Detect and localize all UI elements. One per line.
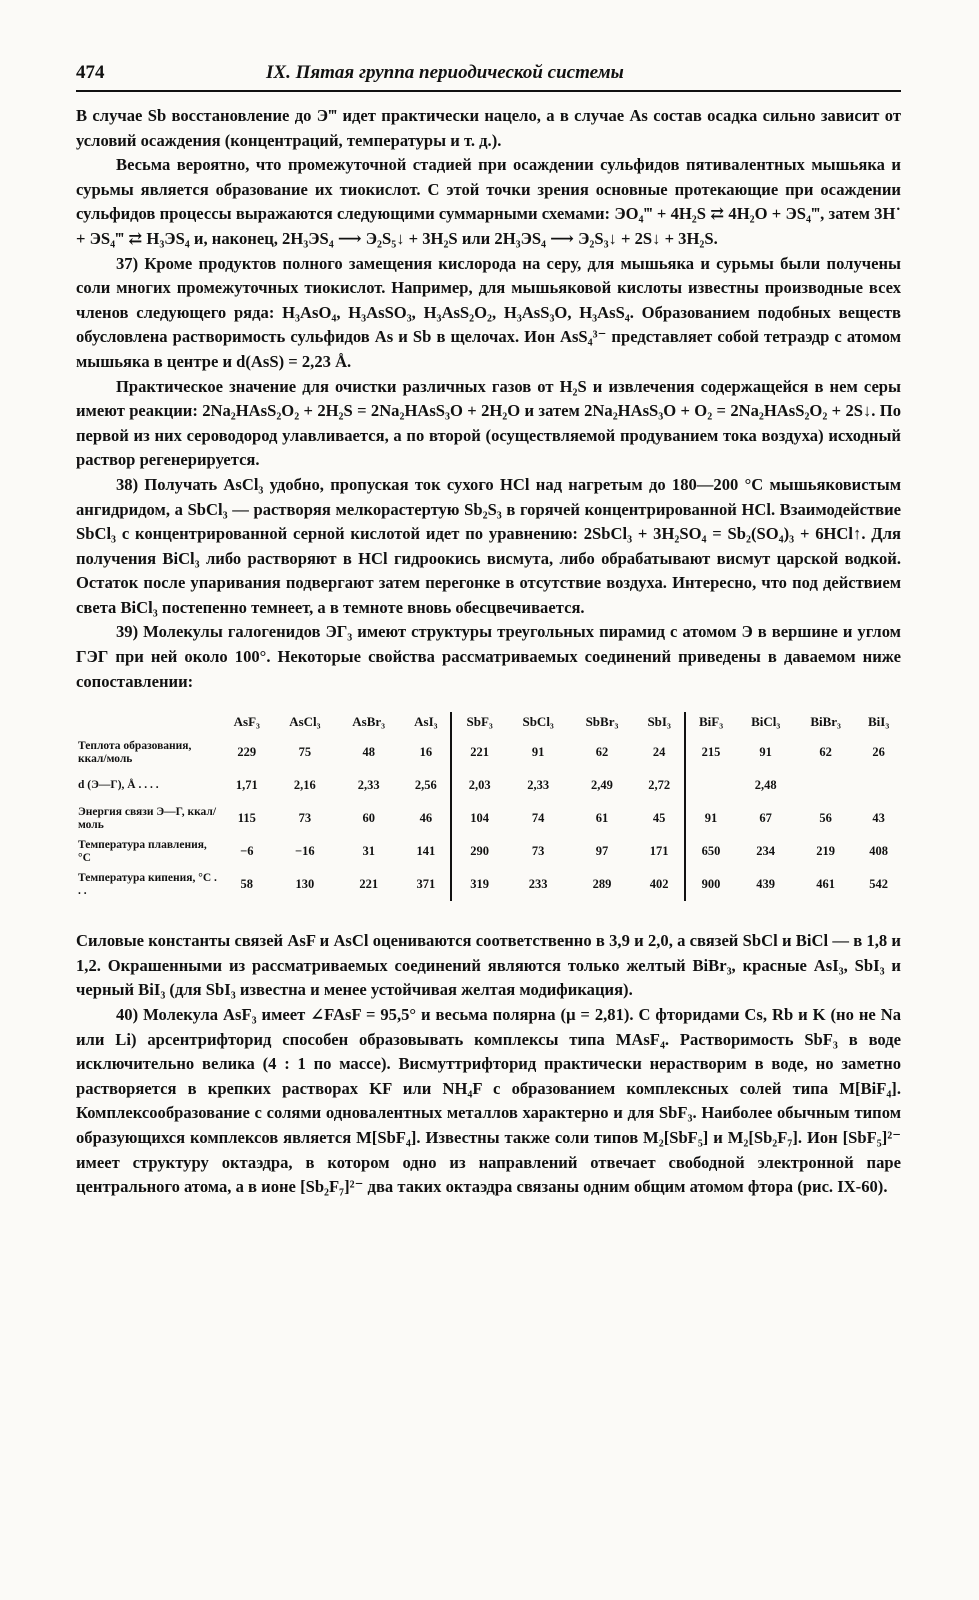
row-label: d (Э—Г), Å . . . . <box>78 779 159 792</box>
table-cell: 234 <box>756 844 776 859</box>
table-cell <box>856 769 901 802</box>
table-cell <box>795 769 856 802</box>
column-header: SbI₃ <box>647 714 671 730</box>
table-cell: −16 <box>295 844 315 859</box>
table-row <box>76 835 901 868</box>
paragraph: Силовые константы связей AsF и AsCl оцениваются соответственно в 3,9 и 2,0, а связей SbCl и BiCl — в 1,8 и 1,2. Окрашенными из рассматриваемых соединений являются только желтый BiBr₃, красные AsI₃, SbI₃ и черный BiI₃ (для SbI₃ известна и менее устойчивая желтая модификация). <box>76 931 901 1000</box>
table-cell: 62 <box>595 745 609 760</box>
table-cell: 221 <box>359 877 379 892</box>
table-cell: 91 <box>759 745 772 760</box>
table-cell: 408 <box>869 844 888 859</box>
row-label: Теплота образования, ккал/моль <box>78 739 192 765</box>
table-cell: 461 <box>816 877 836 892</box>
column-header: AsCl₃ <box>289 714 321 730</box>
table-cell: 650 <box>685 835 737 868</box>
table-header-row <box>76 712 901 736</box>
table-cell: 24 <box>652 745 666 760</box>
table-cell: 45 <box>652 811 666 826</box>
table-cell: 75 <box>298 745 312 760</box>
table-body <box>76 736 901 901</box>
table-cell: 56 <box>819 811 832 826</box>
table-cell: 289 <box>592 877 612 892</box>
table-cell: 61 <box>595 811 609 826</box>
column-header: AsF₃ <box>233 714 260 730</box>
table-cell: 58 <box>240 877 254 892</box>
table-cell: 16 <box>419 745 433 760</box>
table-cell: 48 <box>362 745 375 760</box>
paragraph: 37) Кроме продуктов полного замещения кислорода на серу, для мышьяка и сурьмы были получены соли многих промежуточных тиокислот. Например, для мышьяковой кислоты известны производные всех членов следующего ряда: H₃AsO₄, H₃AsSO₃, H₃AsS₂O₂, H₃AsS₃O, H₃AsS₄. Образованием подобных веществ обусловлена растворимость сульфидов As и Sb в щелочах. Ион AsS₄³⁻ представляет собой тетраэдр с атомом мышьяка в центре и d(AsS) = 2,23 Å. <box>76 253 901 371</box>
table-cell: 1,71 <box>235 778 258 793</box>
table-cell: 104 <box>451 802 506 835</box>
table-cell: 141 <box>416 844 436 859</box>
table-cell: 26 <box>872 745 885 760</box>
text-block-bottom <box>76 929 901 1200</box>
properties-table <box>76 712 901 901</box>
table-cell: 221 <box>451 736 506 769</box>
column-header: SbCl₃ <box>522 714 554 730</box>
paragraph: В случае Sb восстановление до Э‴ идет практически нацело, а в случае As состав осадка сильно зависит от условий осаждения (концентраций, температуры и т. д.). <box>76 106 901 150</box>
column-header: SbF₃ <box>451 712 506 736</box>
column-header: BiCl₃ <box>751 714 781 730</box>
table-cell: 115 <box>237 811 256 826</box>
table-cell: 900 <box>685 868 737 901</box>
row-label: Энергия связи Э—Г, ккал/моль <box>78 805 217 831</box>
table-cell: 439 <box>756 877 776 892</box>
table-cell: −6 <box>240 844 254 859</box>
table-cell: 62 <box>819 745 832 760</box>
paragraph: 40) Молекула AsF₃ имеет ∠FAsF = 95,5° и весьма полярна (μ = 2,81). С фторидами Cs, Rb и K (но не Na или Li) арсентрифторид способен образовывать комплексы типа MAsF₄. Растворимость SbF₃ в воде исключительно велика (4 : 1 по массе). Висмуттрифторид практически нерастворим в воде, но заметно растворяется в крепких растворах KF или NH₄F с образованием комплексных солей типа M[BiF₄]. Комплексообразование с солями одновалентных металлов характерно и для SbF₃. Наиболее обычным типом образующихся комплексов является M[SbF₄]. Известны также соли типов M₂[SbF₅] и M₂[Sb₂F₇]. Ион [SbF₅]²⁻ имеет структуру октаэдра, в котором одно из направлений отвечает свободной электронной паре центрального атома, а в ионе [Sb₂F₇]²⁻ два таких октаэдра связаны одним общим атомом фтора (рис. IX-60). <box>76 1005 901 1197</box>
table-cell: 233 <box>528 877 548 892</box>
column-header: AsBr₃ <box>352 714 386 730</box>
table-corner-cell <box>76 712 220 736</box>
paragraph: Весьма вероятно, что промежуточной стадией при осаждении сульфидов пятивалентных мышьяка и сурьмы является образование их тиокислот. С этой точки зрения основные протекающие при осаждении сульфидов процессы выражаются следующими суммарными схемами: ЭO₄‴ + 4H₂S ⇄ 4H₂O + ЭS₄‴, затем 3H˙ + ЭS₄‴ ⇄ H₃ЭS₄ и, наконец, 2H₃ЭS₄ ⟶ Э₂S₅↓ + 3H₂S или 2H₃ЭS₄ ⟶ Э₂S₃↓ + 2S↓ + 3H₂S. <box>76 155 901 248</box>
table-cell: 91 <box>685 802 737 835</box>
table-cell: 67 <box>759 811 772 826</box>
chapter-title: IX. Пятая группа периодической системы <box>266 62 624 83</box>
table-cell: 31 <box>362 844 375 859</box>
column-header: BiI₃ <box>868 714 890 730</box>
paragraph: Практическое значение для очистки различных газов от H₂S и извлечения содержащейся в нем серы имеют реакции: 2Na₂HAsS₂O₂ + 2H₂S = 2Na₂HAsS₃O + 2H₂O и затем 2Na₂HAsS₃O + O₂ = 2Na₂HAsS₂O₂ + 2S↓. По первой из них сероводород улавливается, а по второй (осуществляемой продуванием тока воздуха) исходный раствор регенерируется. <box>76 376 901 470</box>
table-cell: 97 <box>595 844 609 859</box>
table-row <box>76 736 901 769</box>
paragraph: 38) Получать AsCl₃ удобно, пропуская ток сухого HCl над нагретым до 180—200 °С мышьяковистым ангидридом, а SbCl₃ — растворяя мелкорастертую Sb₂S₃ в горячей концентрированной HCl. Взаимодействие SbCl₃ с концентрированной серной кислотой идет по уравнению: 2SbCl₃ + 3H₂SO₄ = Sb₂(SO₄)₃ + 6HCl↑. Для получения BiCl₃ либо растворяют в HCl гидроокись висмута, либо обрабатывают висмут царской водкой. Остаток после упаривания подвергают затем перегонке в отсутствие воздуха. Интересно, что под действием света BiCl₃ постепенно темнеет, а в темноте вновь обесцвечивается. <box>76 474 901 617</box>
table-cell: 319 <box>451 868 506 901</box>
text-block-top <box>76 104 901 694</box>
table-cell: 215 <box>685 736 737 769</box>
table-cell: 74 <box>531 811 545 826</box>
table-row <box>76 802 901 835</box>
column-header: AsI₃ <box>414 714 438 730</box>
table-cell: 2,72 <box>648 778 671 793</box>
header-rule <box>76 90 901 92</box>
row-label: Температура плавления, °С <box>78 838 207 864</box>
table-cell: 2,48 <box>754 778 777 793</box>
column-header: BiBr₃ <box>810 714 841 730</box>
table-cell: 371 <box>416 877 436 892</box>
table-cell: 2,49 <box>591 778 613 793</box>
table-cell: 2,33 <box>527 778 550 793</box>
table-cell: 130 <box>295 877 315 892</box>
table-cell: 402 <box>649 877 669 892</box>
table-cell: 2,16 <box>293 778 316 793</box>
table-cell: 542 <box>869 877 888 892</box>
paragraph: 39) Молекулы галогенидов ЭГ₃ имеют структуры треугольных пирамид с атомом Э в вершине и углом ГЭГ при ней около 100°. Некоторые свойства рассматриваемых соединений приведены в даваемом ниже сопоставлении: <box>76 622 901 691</box>
table-cell: 2,33 <box>357 778 380 793</box>
table-cell: 219 <box>816 844 836 859</box>
page-header <box>76 62 901 84</box>
table-cell: 60 <box>362 811 375 826</box>
column-header: SbBr₃ <box>585 714 619 730</box>
row-label: Температура кипения, °С . . . <box>78 871 217 897</box>
table-cell: 73 <box>531 844 545 859</box>
table-cell: 91 <box>531 745 545 760</box>
table-row <box>76 769 901 802</box>
column-header: BiF₃ <box>685 712 737 736</box>
table-cell: 2,03 <box>451 769 506 802</box>
table-cell: 73 <box>298 811 312 826</box>
table-row <box>76 868 901 901</box>
table-cell: 43 <box>872 811 885 826</box>
page-number: 474 <box>76 62 105 83</box>
table-cell: 171 <box>649 844 669 859</box>
table-cell <box>685 769 737 802</box>
table-cell: 229 <box>237 745 257 760</box>
table-cell: 290 <box>451 835 506 868</box>
table-cell: 2,56 <box>414 778 437 793</box>
table-cell: 46 <box>419 811 433 826</box>
